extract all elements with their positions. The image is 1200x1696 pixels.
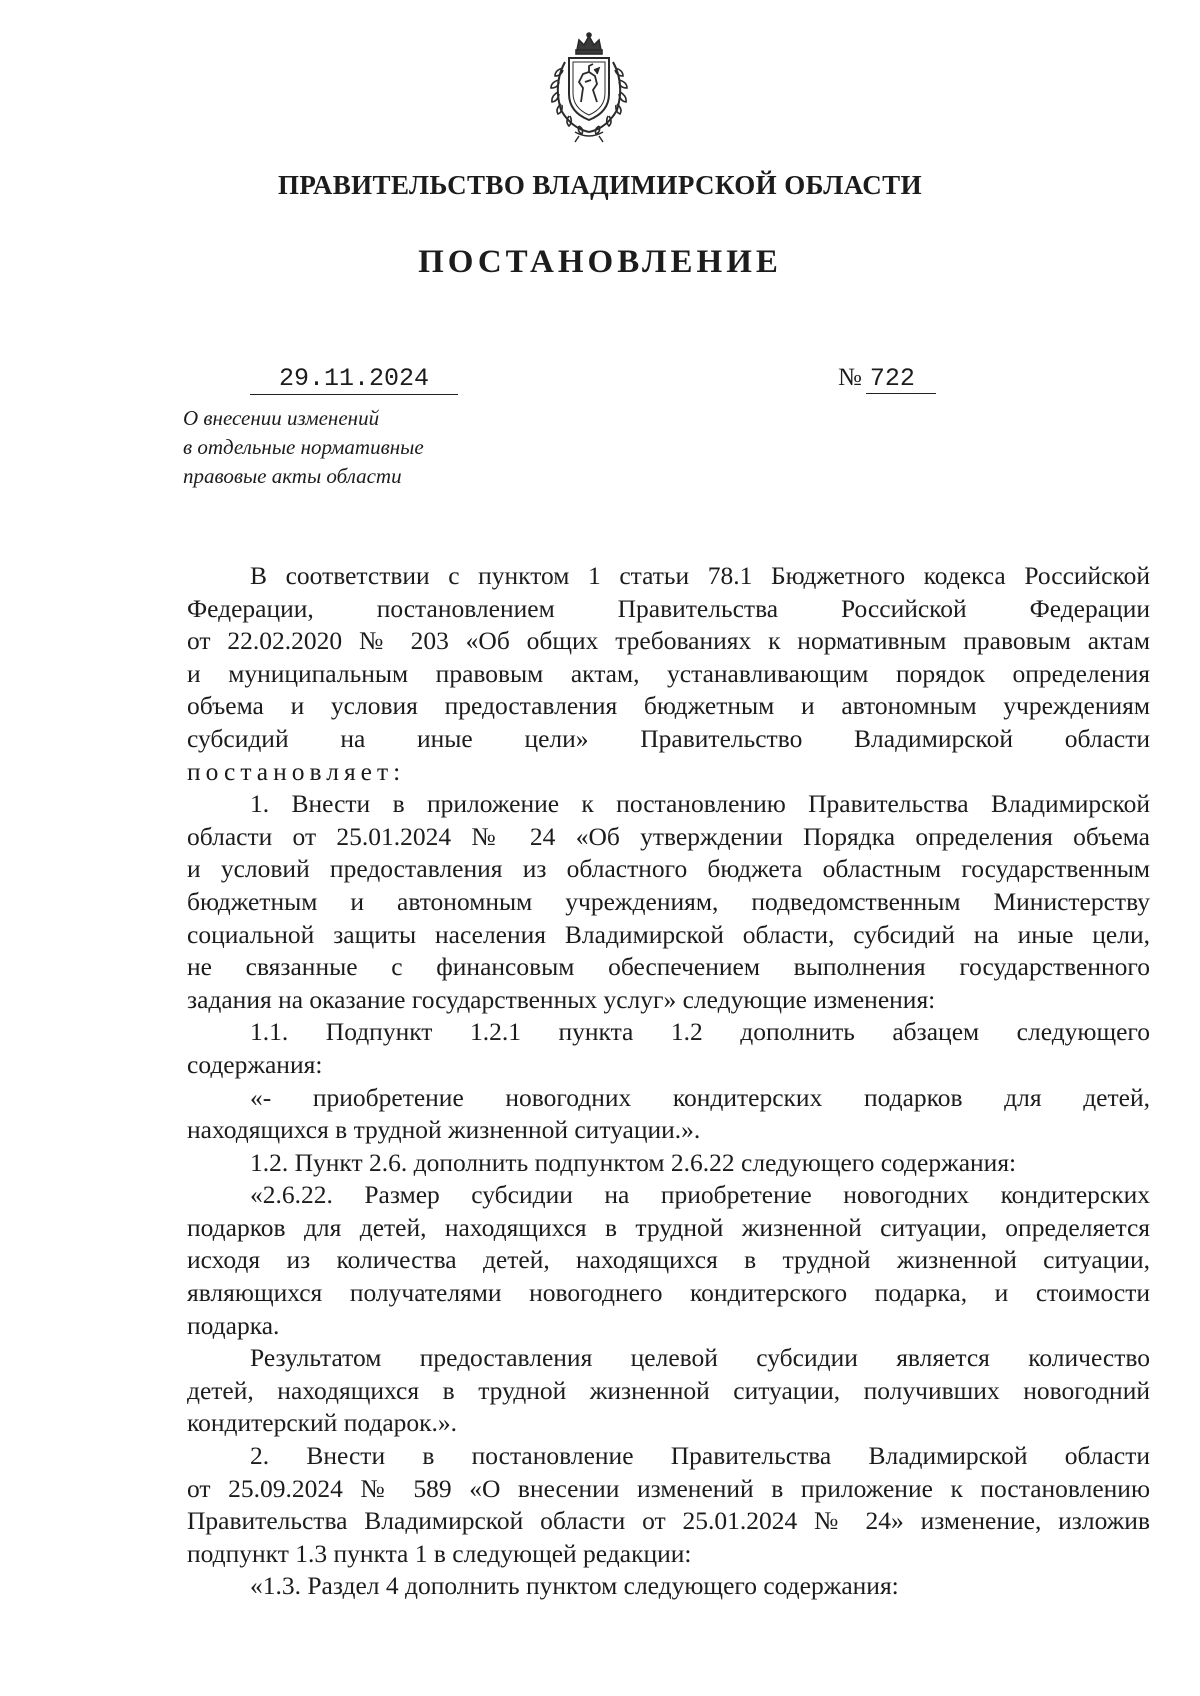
body-line: подпункт 1.3 пункта 1 в следующей редакции:: [187, 1538, 692, 1568]
body-line: подарков для детей, находящихся в трудной жизненной ситуации, определяется: [187, 1212, 1150, 1242]
body-line: «2.6.22. Размер субсидии на приобретение новогодних кондитерских: [250, 1180, 1150, 1210]
body-line: находящихся в трудной жизненной ситуации.».: [187, 1115, 701, 1145]
body-line: области от 25.01.2024 № 24 «Об утверждении Порядка определения объема: [187, 821, 1150, 851]
body-line: кондитерский подарок.».: [187, 1408, 458, 1438]
subject-line: О внесении изменений: [183, 406, 380, 430]
body-line: субсидий на иные цели» Правительство Владимирской области: [187, 723, 1150, 753]
body-line: не связанные с финансовым обеспечением выполнения государственного: [187, 952, 1150, 982]
body-line: Результатом предоставления целевой субсидии является количество: [250, 1343, 1150, 1373]
body-line: постановляет:: [187, 756, 406, 786]
body-line: задания на оказание государственных услуг» следующие изменения:: [187, 984, 936, 1014]
body-line: исходя из количества детей, находящихся в трудной жизненной ситуации,: [187, 1245, 1150, 1275]
body-line: «- приобретение новогодних кондитерских подарков для детей,: [250, 1082, 1150, 1112]
document-number: [838, 364, 938, 394]
number-value: 722: [866, 364, 936, 394]
coat-of-arms-icon: [539, 32, 639, 144]
document-subject: [183, 404, 424, 491]
body-line: В соответствии с пунктом 1 статьи 78.1 Бюджетного кодекса Российской: [250, 561, 1150, 590]
body-line: 1.2. Пункт 2.6. дополнить подпунктом 2.6.22 следующего содержания:: [250, 1147, 1017, 1177]
subject-line: в отдельные нормативные: [183, 435, 424, 459]
body-line: от 22.02.2020 № 203 «Об общих требованиях к нормативным правовым актам: [187, 626, 1150, 656]
body-line: 1.1. Подпункт 1.2.1 пункта 1.2 дополнить абзацем следующего: [250, 1017, 1150, 1047]
government-name: ПРАВИТЕЛЬСТВО ВЛАДИМИРСКОЙ ОБЛАСТИ: [278, 170, 922, 200]
body-line: содержания:: [187, 1049, 323, 1079]
body-line: подарка.: [187, 1310, 280, 1340]
body-line: Правительства Владимирской области от 25.01.2024 № 24» изменение, изложив: [187, 1506, 1150, 1536]
body-line: являющихся получателями новогоднего кондитерского подарка, и стоимости: [187, 1278, 1150, 1308]
body-line: бюджетным и автономным учреждениям, подведомственным Министерству: [187, 886, 1150, 916]
body-line: Федерации, постановлением Правительства Российской Федерации: [187, 593, 1150, 623]
document-date: 29.11.2024: [250, 364, 458, 395]
subject-line: правовые акты области: [183, 464, 402, 488]
body-line: детей, находящихся в трудной жизненной ситуации, получивших новогодний: [187, 1375, 1150, 1405]
body-line: 1. Внести в приложение к постановлению Правительства Владимирской: [250, 789, 1150, 819]
body-line: от 25.09.2024 № 589 «О внесении изменений в приложение к постановлению: [187, 1473, 1150, 1503]
body-line: социальной защиты населения Владимирской области, субсидий на иные цели,: [187, 919, 1150, 949]
body-line: объема и условия предоставления бюджетным и автономным учреждениям: [187, 691, 1150, 721]
body-line: и условий предоставления из областного бюджета областным государственным: [187, 854, 1150, 884]
document-type-title: ПОСТАНОВЛЕНИЕ: [418, 244, 782, 280]
body-line: и муниципальным правовым актам, устанавливающим порядок определения: [187, 658, 1150, 688]
body-line: 2. Внести в постановление Правительства Владимирской области: [250, 1441, 1150, 1471]
body-line: «1.3. Раздел 4 дополнить пунктом следующего содержания:: [250, 1571, 899, 1601]
document-body: [187, 560, 1150, 1603]
number-sign: №: [838, 364, 862, 391]
